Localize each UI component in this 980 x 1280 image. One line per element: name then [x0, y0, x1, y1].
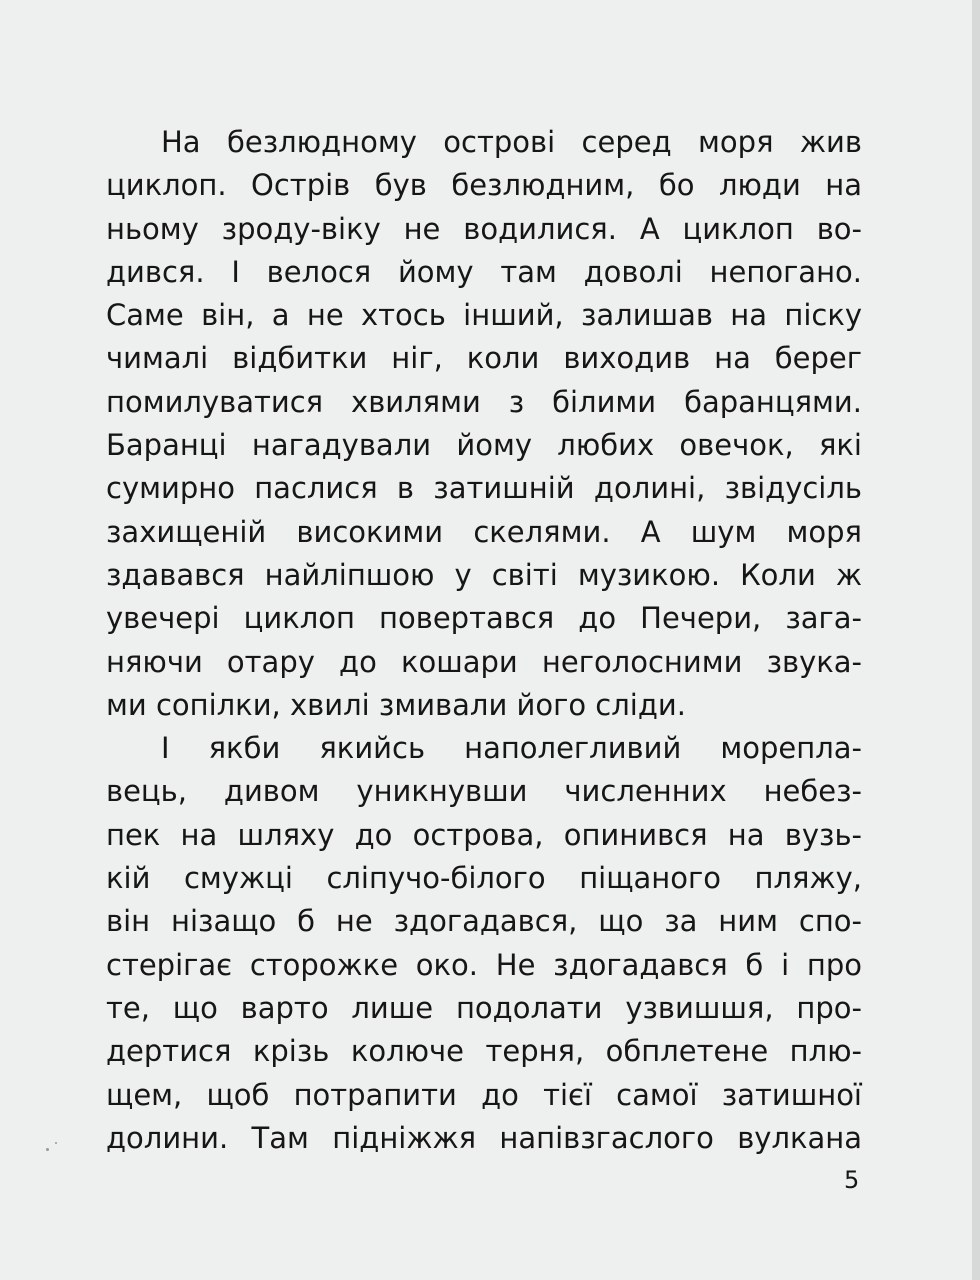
page-edge-shadow	[972, 0, 980, 1280]
text-line: циклоп. Острів був безлюдним, бо люди на	[106, 168, 862, 203]
text-line: вець, дивом уникнувши численних небез-	[106, 774, 862, 809]
text-line: ми сопілки, хвилі змивали його сліди.	[106, 687, 686, 722]
text-line: Баранці нагадували йому любих овечок, які	[106, 428, 862, 463]
text-line: дертися крізь колюче терня, обплетене плю-	[106, 1034, 862, 1069]
body-text	[106, 121, 862, 1160]
text-line: пек на шляху до острова, опинився на вузь-	[106, 817, 862, 852]
text-line: няючи отару до кошари неголосними звука-	[106, 644, 862, 679]
text-line: здавався найліпшою у світі музикою. Коли ж	[106, 557, 862, 592]
text-line: кій смужці сліпучо-білого піщаного пляжу,	[106, 861, 862, 896]
text-line: дився. І велося йому там доволі непогано.	[106, 254, 862, 289]
text-line: І якби якийсь наполегливий морепла-	[161, 731, 862, 766]
paper-speck	[55, 1142, 57, 1144]
text-line: помилуватися хвилями з білими баранцями.	[106, 384, 862, 419]
text-line: він нізащо б не здогадався, що за ним спо-	[106, 904, 862, 939]
text-line: увечері циклоп повертався до Печери, зага-	[106, 601, 862, 636]
text-line: ньому зроду-віку не водилися. А циклоп во-	[106, 211, 862, 246]
text-line: Саме він, а не хтось інший, залишав на піску	[106, 298, 862, 333]
text-line: те, що варто лише подолати узвишшя, про-	[106, 990, 862, 1025]
text-line: захищеній високими скелями. А шум моря	[106, 514, 862, 549]
text-line: щем, щоб потрапити до тієї самої затишної	[106, 1077, 862, 1112]
paper-speck	[46, 1148, 49, 1151]
text-line: На безлюдному острові серед моря жив	[161, 125, 862, 159]
text-line: сумирно паслися в затишній долині, звідусіль	[106, 471, 862, 506]
text-line: чималі відбитки ніг, коли виходив на берег	[106, 341, 862, 376]
page-number: 5	[844, 1166, 860, 1194]
text-line: долини. Там підніжжя напівзгаслого вулкана	[106, 1120, 862, 1155]
text-line: стерігає сторожке око. Не здогадався б і про	[106, 947, 862, 982]
